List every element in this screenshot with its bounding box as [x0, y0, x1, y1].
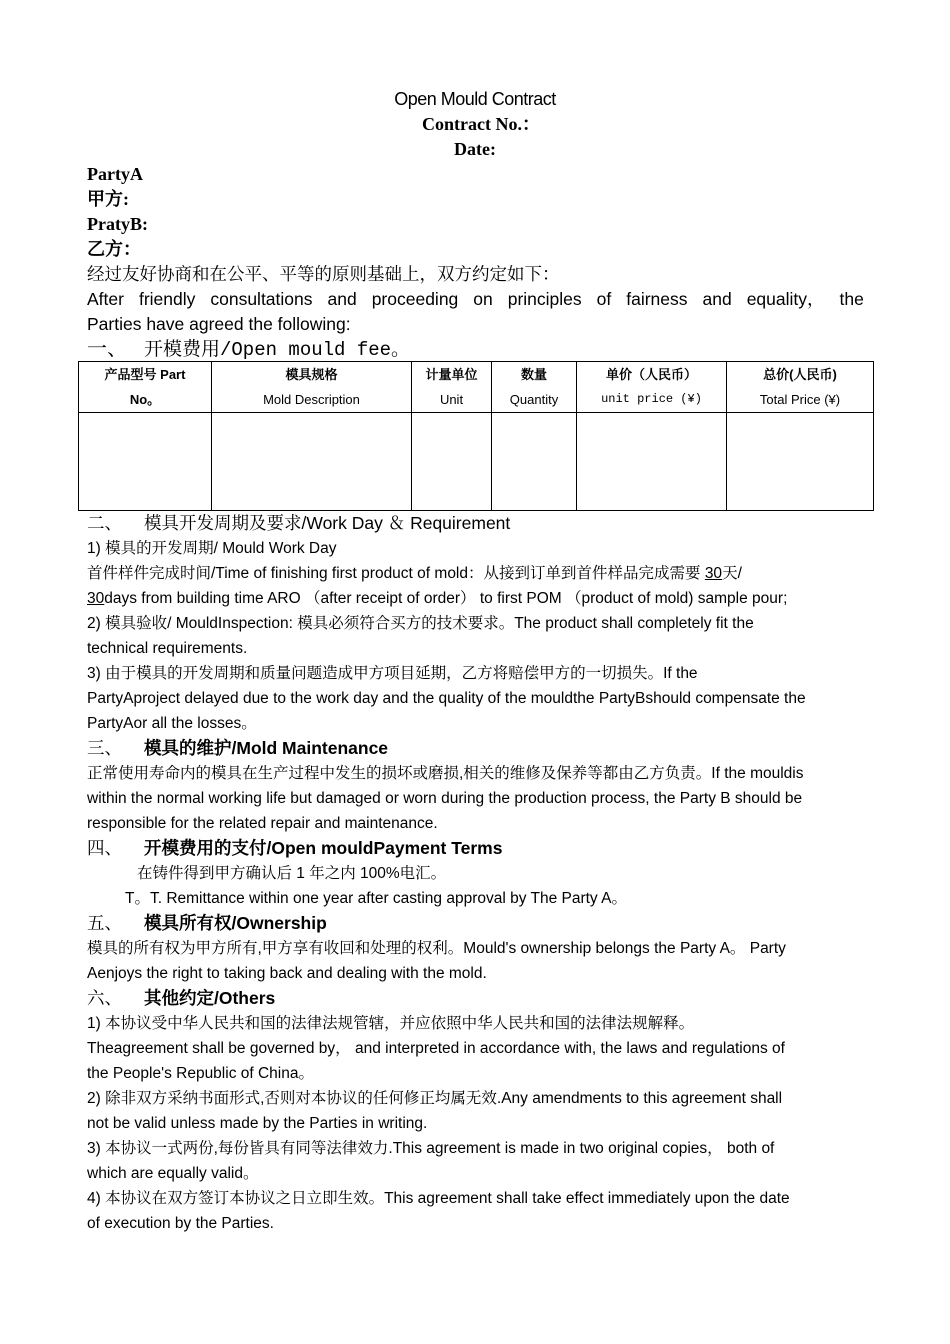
header-unit: 计量单位 Unit — [412, 362, 492, 413]
section-6-item-3-line-1: 3) 本协议一式两份,每份皆具有同等法律效力.This agreement is made in two original copies， both of — [87, 1140, 775, 1157]
section-3-title: 模具的维护/Mold Maintenance — [144, 738, 389, 758]
section-2-item-3-line-2: PartyAproject delayed due to the work day and the quality of the mouldthe PartyBshould compensate the — [87, 690, 806, 707]
section-6-title: 其他约定/Others — [144, 988, 276, 1008]
section-4-heading — [87, 836, 502, 861]
intro-word: and — [327, 289, 357, 309]
section-6-item-2-line-2: not be valid unless made by the Parties in writing. — [87, 1115, 428, 1132]
section-6-number: 六、 — [87, 988, 122, 1008]
section-5-number: 五、 — [87, 913, 122, 933]
intro-word: proceeding — [371, 289, 459, 309]
intro-cn: 经过友好协商和在公平、平等的原则基础上，双方约定如下： — [87, 264, 560, 284]
header-total-price: 总价(人民币) Total Price (¥) — [727, 362, 874, 413]
document-title: Open Mould Contract — [394, 89, 556, 109]
section-6-item-1-line-2: Theagreement shall be governed by， and interpreted in accordance with, the laws and regulations of — [87, 1040, 785, 1057]
table-header-row — [79, 362, 874, 413]
intro-word: principles — [507, 289, 582, 309]
section-4-number: 四、 — [87, 838, 122, 858]
section-2-item-1-title: 1) 模具的开发周期/ Mould Work Day — [87, 540, 337, 557]
intro-word: of — [596, 289, 612, 309]
contract-number-label: Contract No.： — [422, 114, 540, 134]
intro-en — [87, 287, 864, 337]
section-5-line-2: Aenjoys the right to taking back and dealing with the mold. — [87, 965, 487, 982]
section-4-line-1: 在铸件得到甲方确认后 1 年之内 100%电汇。 — [137, 865, 447, 882]
section-2-item-3-line-3: PartyAor all the losses。 — [87, 715, 257, 732]
intro-en-line2: Parties have agreed the following: — [87, 314, 351, 334]
section-2-item-3-line-1: 3) 由于模具的开发周期和质量问题造成甲方项目延期，乙方将赔偿甲方的一切损失。If the — [87, 665, 698, 682]
header-unit-price: 单价（人民币） unit price (¥) — [577, 362, 727, 413]
section-2-heading — [87, 511, 510, 536]
section-3-line-2: within the normal working life but damaged or worn during the production process, the Party B should be — [87, 790, 803, 807]
party-b-cn-label: 乙方： — [87, 239, 141, 259]
header-part-no: 产品型号 Part No。 — [79, 362, 212, 413]
party-b-label: PratyB: — [87, 214, 148, 234]
section-6-item-3-line-2: which are equally valid。 — [87, 1165, 259, 1182]
party-a-cn-label: 甲方: — [87, 189, 129, 209]
section-6-item-1-line-1: 1) 本协议受中华人民共和国的法律法规管辖，并应依照中华人民共和国的法律法规解释。 — [87, 1015, 695, 1032]
section-3-line-1: 正常使用寿命内的模具在生产过程中发生的损坏或磨损,相关的维修及保养等都由乙方负责。If the mouldis — [87, 765, 804, 782]
section-6-item-4-line-2: of execution by the Parties. — [87, 1215, 274, 1232]
section-2-item-1-line-2: 30days from building time ARO （after receipt of order） to first POM （product of mold) sample pour; — [87, 590, 788, 607]
intro-en-line1 — [87, 287, 864, 312]
cell-quantity[interactable] — [492, 413, 577, 511]
section-5-title: 模具所有权/Ownership — [144, 913, 327, 933]
section-4-title: 开模费用的支付/Open mouldPayment Terms — [144, 838, 503, 858]
section-2-item-2-line-2: technical requirements. — [87, 640, 248, 657]
section-2-title: 模具开发周期及要求/Work Day ＆ Requirement — [144, 513, 511, 533]
party-a-label: PartyA — [87, 164, 143, 184]
intro-word: the — [839, 289, 864, 309]
work-days-value: 30 — [704, 565, 723, 582]
section-2-number: 二、 — [87, 513, 122, 533]
section-5-line-1: 模具的所有权为甲方所有,甲方享有收回和处理的权利。Mould's ownership belongs the Party A。 Party — [87, 940, 786, 957]
section-1-number: 一、 — [87, 338, 127, 360]
section-4-line-2: T。T. Remittance within one year after casting approval by The Party A。 — [125, 890, 627, 907]
section-2-item-1-line-1: 首件样件完成时间/Time of finishing first product of mold：从接到订单到首件样品完成需要 30天/ — [87, 565, 742, 582]
section-2-item-2-line-1: 2) 模具验收/ MouldInspection: 模具必须符合买方的技术要求。The product shall completely fit the — [87, 615, 754, 632]
section-6-item-1-line-3: the People's Republic of China。 — [87, 1065, 314, 1082]
section-6-heading — [87, 986, 275, 1011]
section-6-item-2-line-1: 2) 除非双方采纳书面形式,否则对本协议的任何修正均属无效.Any amendments to this agreement shall — [87, 1090, 783, 1107]
intro-word: and — [702, 289, 732, 309]
intro-word: fairness — [626, 289, 688, 309]
cell-total-price[interactable] — [727, 413, 874, 511]
intro-word: equality， — [746, 289, 825, 309]
header-quantity: 数量 Quantity — [492, 362, 577, 413]
cell-part-no[interactable] — [79, 413, 212, 511]
mould-fee-table — [78, 361, 874, 511]
header-mold-description: 模具规格 Mold Description — [212, 362, 412, 413]
table-row — [79, 413, 874, 511]
section-5-heading — [87, 911, 327, 936]
intro-word: on — [473, 289, 493, 309]
intro-word: consultations — [210, 289, 313, 309]
intro-word: After — [87, 289, 124, 309]
section-3-number: 三、 — [87, 738, 122, 758]
section-3-heading — [87, 736, 388, 761]
section-6-item-4-line-1: 4) 本协议在双方签订本协议之日立即生效。This agreement shall take effect immediately upon the date — [87, 1190, 790, 1207]
intro-word: friendly — [138, 289, 196, 309]
section-3-line-3: responsible for the related repair and maintenance. — [87, 815, 438, 832]
cell-mold-description[interactable] — [212, 413, 412, 511]
cell-unit-price[interactable] — [577, 413, 727, 511]
cell-unit[interactable] — [412, 413, 492, 511]
section-1-heading — [87, 337, 410, 363]
date-label: Date: — [454, 139, 496, 159]
section-1-title: 开模费用/Open mould fee。 — [144, 339, 411, 361]
